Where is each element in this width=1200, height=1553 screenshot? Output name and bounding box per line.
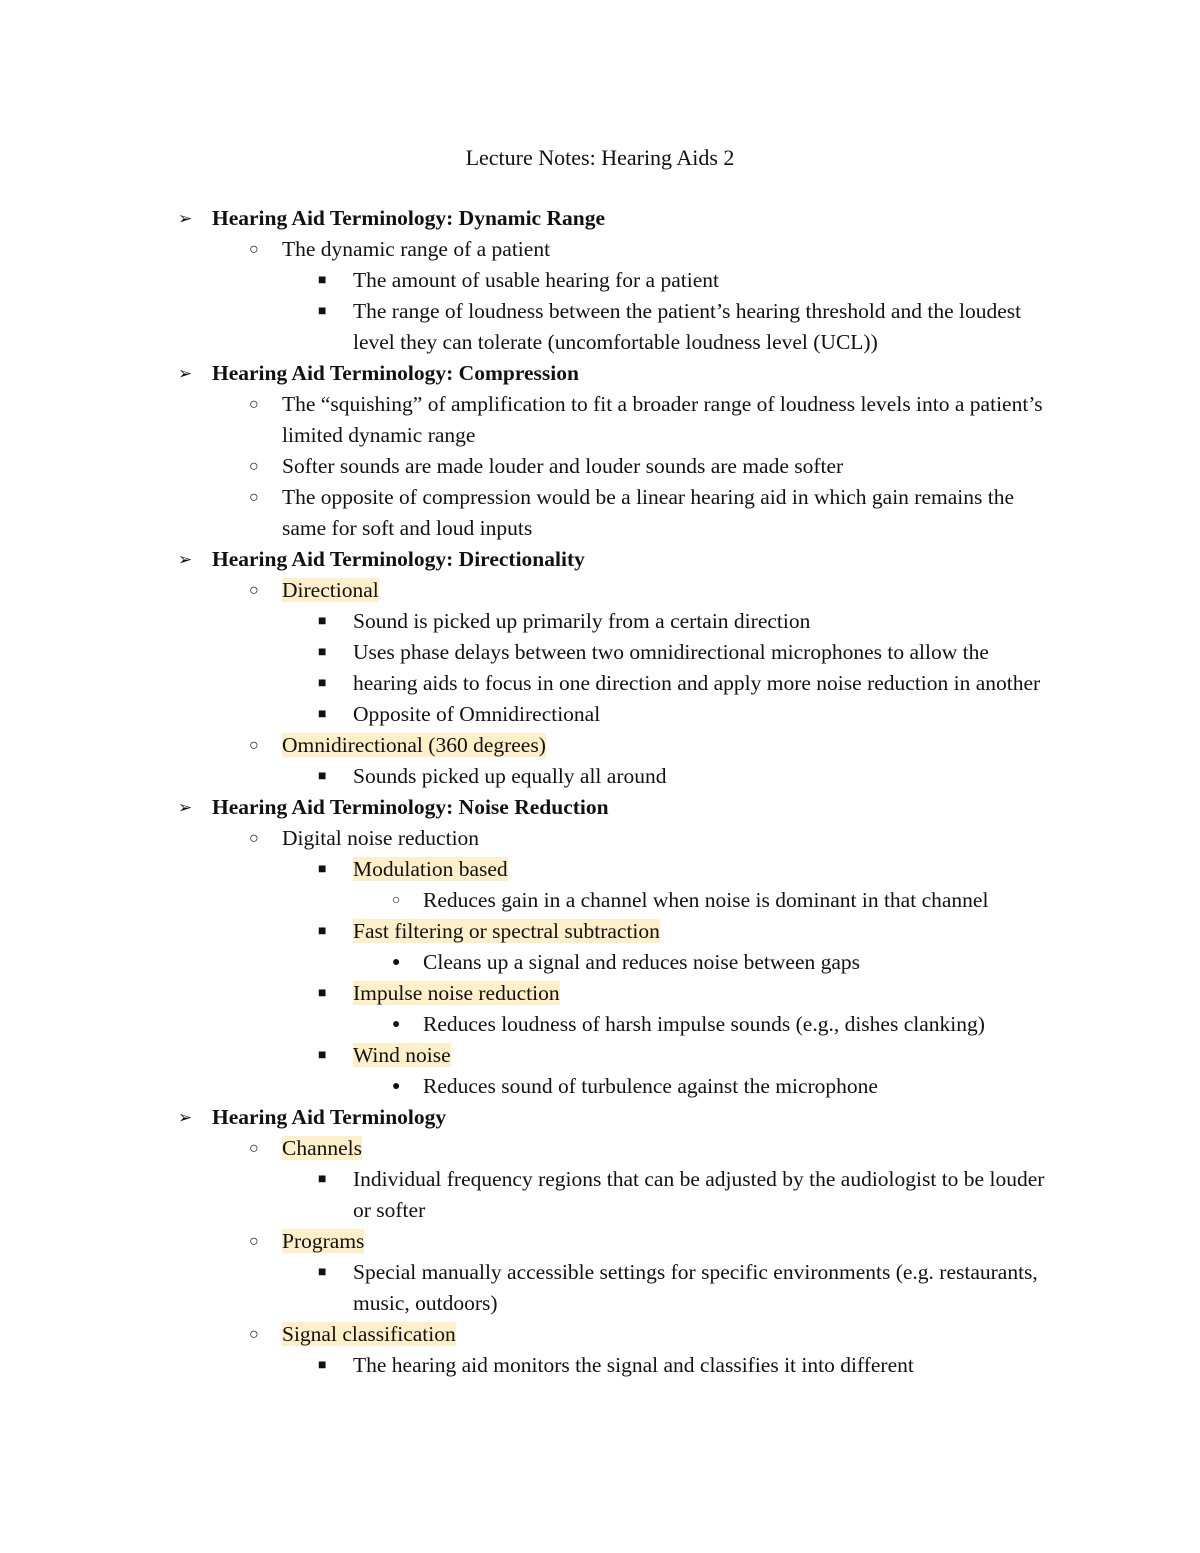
hollow-circle-bullet-icon: ○	[249, 1233, 259, 1250]
highlighted-term: Fast filtering or spectral subtraction	[353, 919, 660, 943]
section-heading: ➢ Hearing Aid Terminology: Dynamic Range	[0, 203, 1200, 234]
square-bullet-icon: ■	[318, 924, 327, 939]
highlighted-term: Omnidirectional (360 degrees)	[282, 733, 546, 757]
section-heading: ➢ Hearing Aid Terminology: Compression	[0, 358, 1200, 389]
filled-circle-bullet-icon: ●	[392, 1079, 401, 1094]
hollow-circle-bullet-icon: ○	[249, 1140, 259, 1157]
list-item: ■ Sounds picked up equally all around	[0, 761, 1200, 792]
arrow-bullet-icon: ➢	[178, 1108, 193, 1127]
section-heading: ➢ Hearing Aid Terminology: Noise Reduction	[0, 792, 1200, 823]
list-item: ● Reduces loudness of harsh impulse sounds (e.g., dishes clanking)	[0, 1009, 1200, 1040]
square-bullet-icon: ■	[318, 769, 327, 784]
list-item: ○ Digital noise reduction	[0, 823, 1200, 854]
list-item	[0, 854, 1200, 885]
highlighted-term: Modulation based	[353, 857, 508, 881]
square-bullet-icon: ■	[318, 1358, 327, 1373]
square-bullet-icon: ■	[318, 1172, 327, 1187]
list-item: ■ Uses phase delays between two omnidirectional microphones to allow the	[0, 637, 1200, 668]
list-item	[0, 730, 1200, 761]
list-item: ■ The range of loudness between the patient’s hearing threshold and the loudest level they can tolerate (uncomfortable loudness level (UCL))	[0, 296, 1200, 358]
list-item	[0, 575, 1200, 606]
hollow-circle-bullet-icon: ○	[249, 830, 259, 847]
square-bullet-icon: ■	[318, 304, 327, 319]
highlighted-term: Wind noise	[353, 1043, 451, 1067]
list-item: ■ The hearing aid monitors the signal and classifies it into different	[0, 1350, 1200, 1381]
highlighted-term: Programs	[282, 1229, 365, 1253]
hollow-circle-bullet-icon: ○	[392, 893, 401, 908]
list-item: ○ Softer sounds are made louder and louder sounds are made softer	[0, 451, 1200, 482]
arrow-bullet-icon: ➢	[178, 550, 193, 569]
list-item	[0, 978, 1200, 1009]
filled-circle-bullet-icon: ●	[392, 955, 401, 970]
filled-circle-bullet-icon: ●	[392, 1017, 401, 1032]
square-bullet-icon: ■	[318, 676, 327, 691]
page-title: Lecture Notes: Hearing Aids 2	[465, 145, 735, 170]
square-bullet-icon: ■	[318, 1265, 327, 1280]
list-item	[0, 1040, 1200, 1071]
hollow-circle-bullet-icon: ○	[249, 582, 259, 599]
square-bullet-icon: ■	[318, 645, 327, 660]
square-bullet-icon: ■	[318, 273, 327, 288]
hollow-circle-bullet-icon: ○	[249, 396, 259, 413]
list-item: ■ Special manually accessible settings for specific environments (e.g. restaurants, music, outdoors)	[0, 1257, 1200, 1319]
list-item	[0, 1226, 1200, 1257]
square-bullet-icon: ■	[318, 614, 327, 629]
square-bullet-icon: ■	[318, 707, 327, 722]
list-item: ■ Individual frequency regions that can be adjusted by the audiologist to be louder or softer	[0, 1164, 1200, 1226]
highlighted-term: Impulse noise reduction	[353, 981, 560, 1005]
square-bullet-icon: ■	[318, 1048, 327, 1063]
square-bullet-icon: ■	[318, 862, 327, 877]
list-item: ● Cleans up a signal and reduces noise between gaps	[0, 947, 1200, 978]
arrow-bullet-icon: ➢	[178, 798, 193, 817]
hollow-circle-bullet-icon: ○	[249, 241, 259, 258]
square-bullet-icon: ■	[318, 986, 327, 1001]
hollow-circle-bullet-icon: ○	[249, 458, 259, 475]
section-heading: ➢ Hearing Aid Terminology	[0, 1102, 1200, 1133]
hollow-circle-bullet-icon: ○	[249, 489, 259, 506]
list-item: ○ The dynamic range of a patient	[0, 234, 1200, 265]
arrow-bullet-icon: ➢	[178, 364, 193, 383]
list-item: ○ Reduces gain in a channel when noise is dominant in that channel	[0, 885, 1200, 916]
list-item: ■ hearing aids to focus in one direction and apply more noise reduction in another	[0, 668, 1200, 699]
list-item: ● Reduces sound of turbulence against the microphone	[0, 1071, 1200, 1102]
list-item: ○ The opposite of compression would be a linear hearing aid in which gain remains the same for soft and loud inputs	[0, 482, 1200, 544]
section-heading: ➢ Hearing Aid Terminology: Directionality	[0, 544, 1200, 575]
list-item	[0, 1133, 1200, 1164]
hollow-circle-bullet-icon: ○	[249, 737, 259, 754]
list-item: ○ The “squishing” of amplification to fit a broader range of loudness levels into a patient’s limited dynamic range	[0, 389, 1200, 451]
highlighted-term: Signal classification	[282, 1322, 456, 1346]
list-item: ■ Opposite of Omnidirectional	[0, 699, 1200, 730]
list-item	[0, 1319, 1200, 1350]
highlighted-term: Directional	[282, 578, 379, 602]
list-item: ■ Sound is picked up primarily from a certain direction	[0, 606, 1200, 637]
list-item	[0, 916, 1200, 947]
arrow-bullet-icon: ➢	[178, 209, 193, 228]
list-item: ■ The amount of usable hearing for a patient	[0, 265, 1200, 296]
hollow-circle-bullet-icon: ○	[249, 1326, 259, 1343]
notes-body	[0, 203, 1200, 1381]
highlighted-term: Channels	[282, 1136, 363, 1160]
